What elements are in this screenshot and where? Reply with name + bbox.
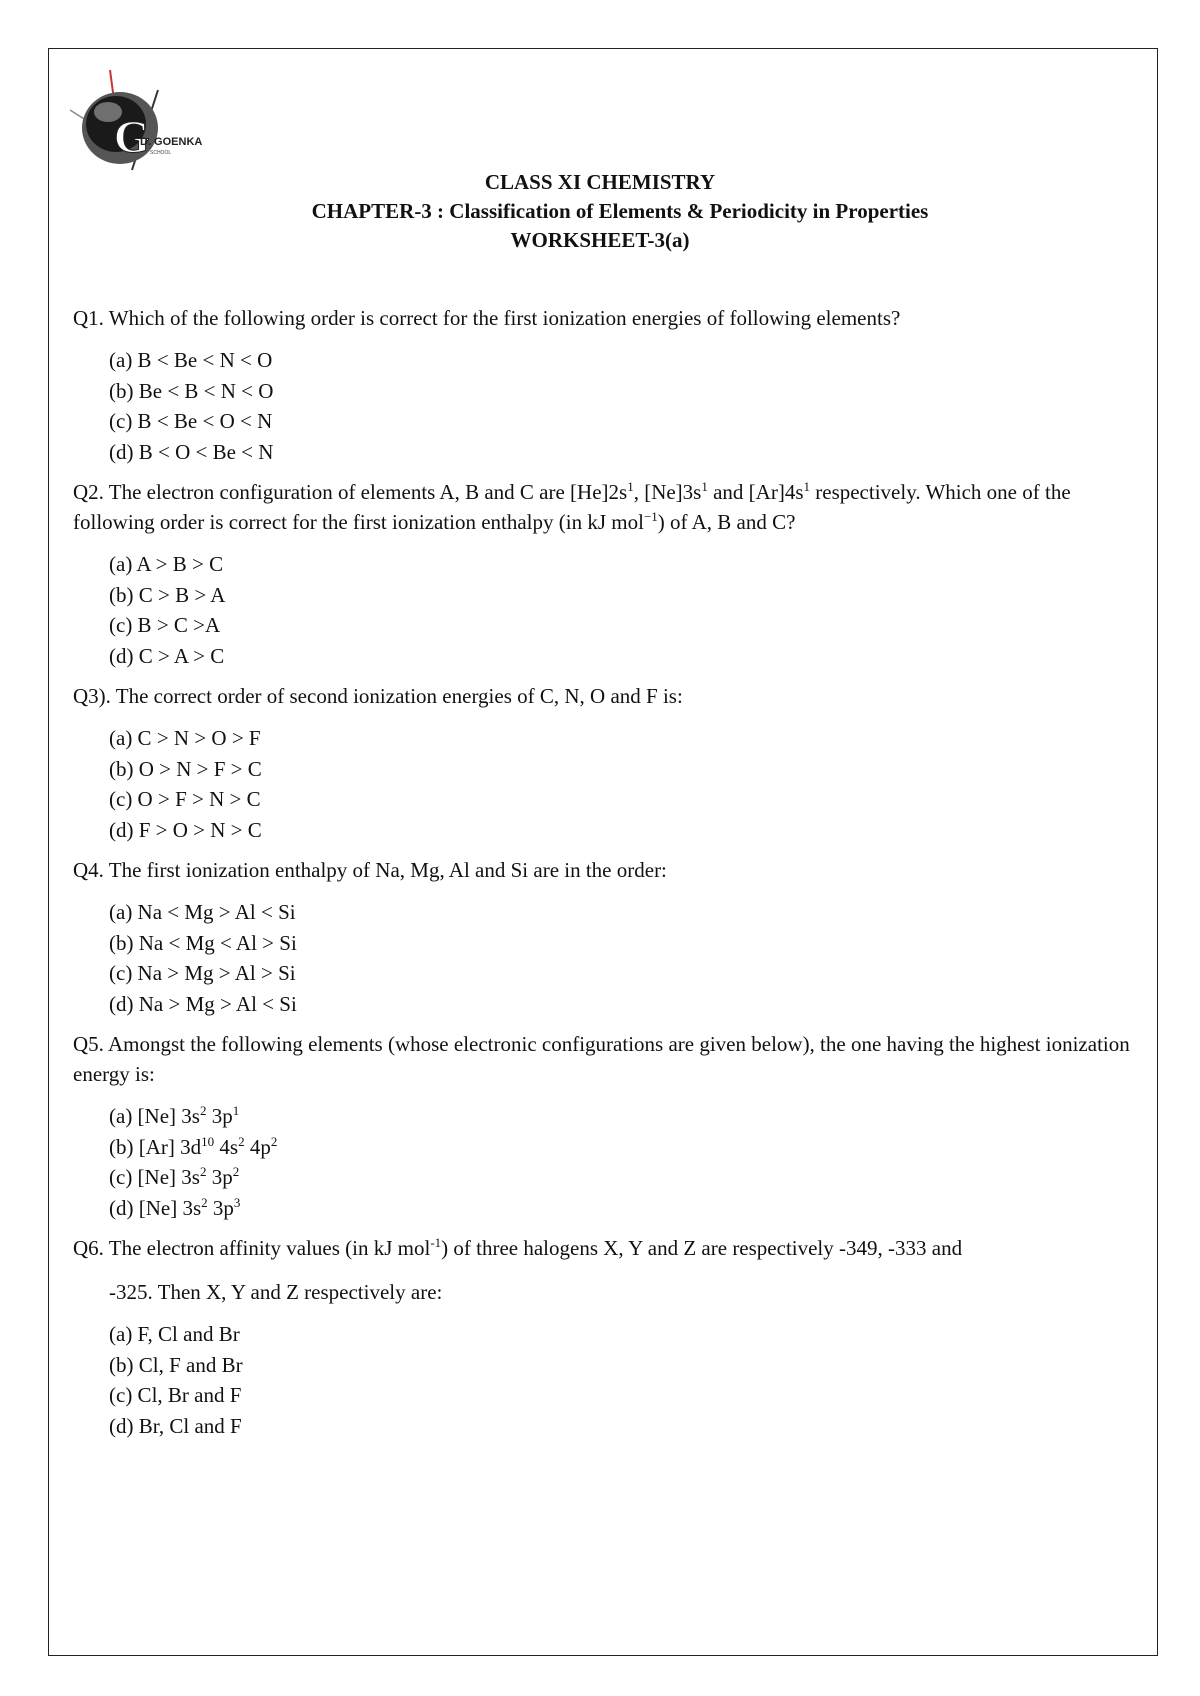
question-4: Q4. The first ionization enthalpy of Na, Mg, Al and Si are in the order: <box>73 858 667 882</box>
option: (c) Cl, Br and F <box>109 1383 242 1407</box>
logo-letter: G <box>114 111 150 162</box>
worksheet-title: WORKSHEET-3(a) <box>510 228 690 252</box>
option: (a) B < Be < N < O <box>109 348 273 372</box>
option: (a) [Ne] $3s^2$ $3p^1$ <box>109 1103 240 1128</box>
option: (b) Na < Mg < Al > Si <box>109 930 297 955</box>
logo-text: D. GOENKA <box>140 136 203 148</box>
option: (d) C > A > C <box>109 643 225 668</box>
question-5: Q5. Amongst the following elements (whose electronic configurations are given below), the one having the highest ionization energy is: <box>73 1032 1130 1086</box>
question-4-options <box>109 897 1133 1019</box>
question-2: Q2. The electron configuration of elements A, B and C are $[He]2s^1$, $[Ne]3s^1$ and $[Ar]4s^1$ respectively. Which one of the following order is correct for the first ionization enthalpy (in kJ mol$^{-1}$) of A, B and C? <box>73 479 1071 534</box>
question-2-options <box>109 549 1133 671</box>
option: (d) B < O < Be < N <box>109 439 274 464</box>
worksheet-header <box>0 168 1200 255</box>
option: (a) C > N > O > F <box>109 726 261 750</box>
option: (c) Na > Mg > Al > Si <box>109 961 296 985</box>
question-1: Q1. Which of the following order is correct for the first ionization energies of following elements? <box>73 306 901 330</box>
question-6: Q6. The electron affinity values (in kJ mol$^{-1}$) of three halogens X, Y and Z are respectively -349, -333 and <box>73 1235 963 1260</box>
option: (b) Cl, F and Br <box>109 1352 243 1377</box>
option: (b) C > B > A <box>109 582 226 607</box>
option: (d) Br, Cl and F <box>109 1413 242 1438</box>
option: (d) [Ne] $3s^2$ $3p^3$ <box>109 1194 241 1220</box>
option: (c) O > F > N > C <box>109 787 261 811</box>
option: (c) B < Be < O < N <box>109 409 273 433</box>
option: (b) [Ar] $3d^{10}$ $4s^2$ $4p^2$ <box>109 1133 278 1159</box>
option: (a) A > B > C <box>109 552 224 576</box>
question-6-continuation: -325. Then X, Y and Z respectively are: <box>109 1280 443 1304</box>
question-5-options <box>109 1101 1133 1223</box>
class-title: CLASS XI CHEMISTRY <box>484 170 716 194</box>
question-3: Q3). The correct order of second ionization energies of C, N, O and F is: <box>73 684 683 708</box>
question-6-options <box>109 1319 1133 1441</box>
option: (b) Be < B < N < O <box>109 378 274 403</box>
logo-subtext: SCHOOL <box>150 150 172 156</box>
option: (a) Na < Mg > Al < Si <box>109 900 296 924</box>
question-3-options <box>109 723 1133 845</box>
question-1-options <box>109 345 1133 467</box>
option: (c) B > C >A <box>109 613 221 637</box>
questions <box>73 303 1133 1451</box>
option: (b) O > N > F > C <box>109 756 262 781</box>
option: (a) F, Cl and Br <box>109 1322 240 1346</box>
option: (c) [Ne] $3s^2$ $3p^2$ <box>109 1164 240 1189</box>
option: (d) Na > Mg > Al < Si <box>109 991 297 1016</box>
option: (d) F > O > N > C <box>109 817 262 842</box>
chapter-title: CHAPTER-3 : Classification of Elements & Periodicity in Properties <box>311 199 929 223</box>
